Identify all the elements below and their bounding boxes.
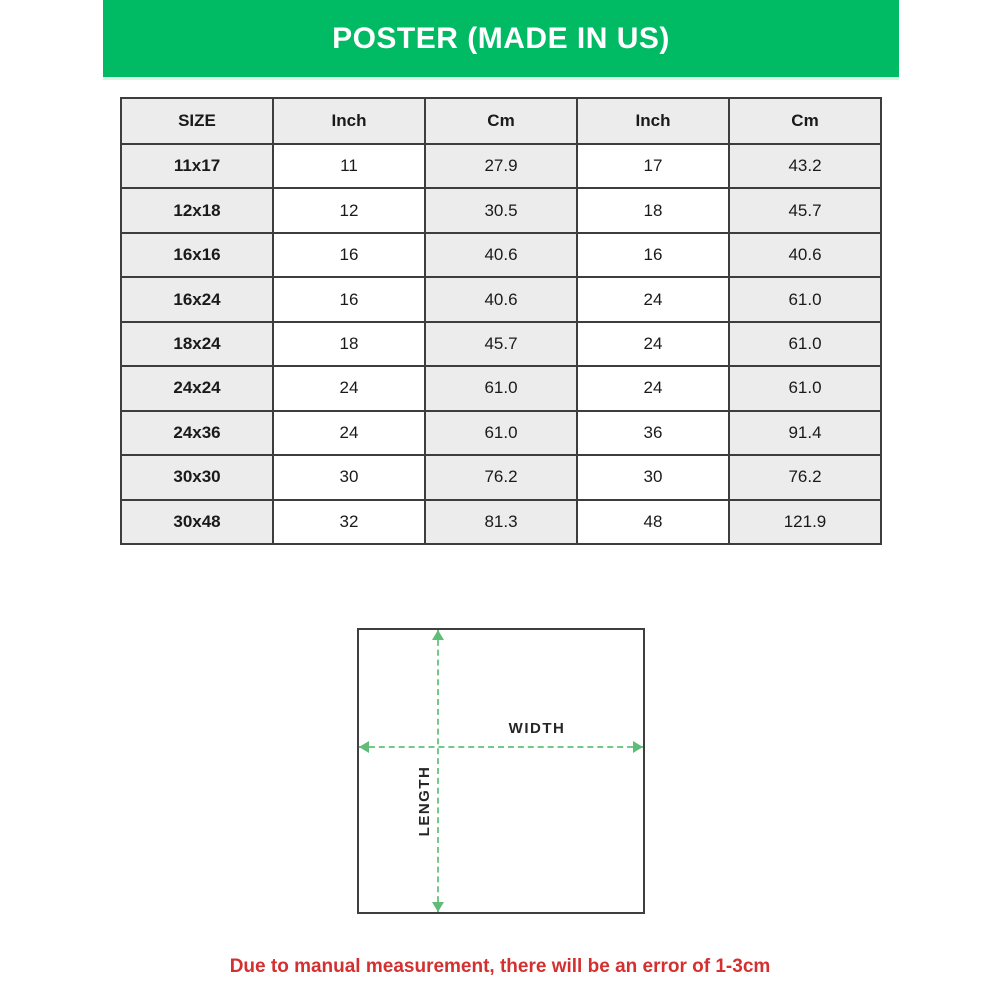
cm-cell: 40.6 [729,233,881,277]
inch-cell: 18 [273,322,425,366]
table-row [121,233,881,277]
inch-cell: 16 [273,233,425,277]
cm-cell: 76.2 [729,455,881,499]
inch-cell: 30 [273,455,425,499]
cm-cell: 61.0 [729,277,881,321]
cm-cell: 121.9 [729,500,881,545]
column-header-cm-1: Cm [425,98,577,144]
column-header-cm-2: Cm [729,98,881,144]
inch-cell: 24 [273,411,425,455]
size-cell: 11x17 [121,144,273,188]
column-header-size: SIZE [121,98,273,144]
cm-cell: 61.0 [729,366,881,410]
size-cell: 30x48 [121,500,273,545]
cm-cell: 43.2 [729,144,881,188]
cm-cell: 45.7 [425,322,577,366]
page-title: POSTER (MADE IN US) [332,21,670,55]
length-label: LENGTH [416,765,433,837]
length-dashed-line [437,630,439,912]
inch-cell: 17 [577,144,729,188]
inch-cell: 24 [273,366,425,410]
size-cell: 12x18 [121,188,273,232]
inch-cell: 24 [577,366,729,410]
cm-cell: 91.4 [729,411,881,455]
arrow-right-icon [633,741,643,753]
measurement-error-note: Due to manual measurement, there will be an error of 1-3cm [229,956,771,977]
cm-cell: 61.0 [729,322,881,366]
inch-cell: 12 [273,188,425,232]
cm-cell: 27.9 [425,144,577,188]
title-banner [103,0,899,80]
cm-cell: 40.6 [425,277,577,321]
table-row [121,188,881,232]
inch-cell: 24 [577,322,729,366]
table-row [121,144,881,188]
cm-cell: 30.5 [425,188,577,232]
size-cell: 24x24 [121,366,273,410]
inch-cell: 11 [273,144,425,188]
table-row [121,500,881,545]
table-row [121,277,881,321]
arrow-up-icon [432,630,444,640]
column-header-inch-2: Inch [577,98,729,144]
size-cell: 24x36 [121,411,273,455]
arrow-left-icon [359,741,369,753]
table-header-row [121,98,881,144]
table-row [121,455,881,499]
width-dashed-line [359,746,643,748]
inch-cell: 36 [577,411,729,455]
table-row [121,322,881,366]
arrow-down-icon [432,902,444,912]
inch-cell: 18 [577,188,729,232]
inch-cell: 16 [273,277,425,321]
cm-cell: 45.7 [729,188,881,232]
table-row [121,366,881,410]
column-header-inch-1: Inch [273,98,425,144]
size-cell: 18x24 [121,322,273,366]
cm-cell: 81.3 [425,500,577,545]
inch-cell: 24 [577,277,729,321]
inch-cell: 48 [577,500,729,545]
size-cell: 16x16 [121,233,273,277]
cm-cell: 61.0 [425,411,577,455]
size-cell: 16x24 [121,277,273,321]
cm-cell: 61.0 [425,366,577,410]
inch-cell: 30 [577,455,729,499]
measurement-diagram [357,628,645,914]
inch-cell: 32 [273,500,425,545]
size-chart-table [120,97,882,545]
table-row [121,411,881,455]
cm-cell: 76.2 [425,455,577,499]
inch-cell: 16 [577,233,729,277]
width-label: WIDTH [508,720,566,737]
cm-cell: 40.6 [425,233,577,277]
size-cell: 30x30 [121,455,273,499]
